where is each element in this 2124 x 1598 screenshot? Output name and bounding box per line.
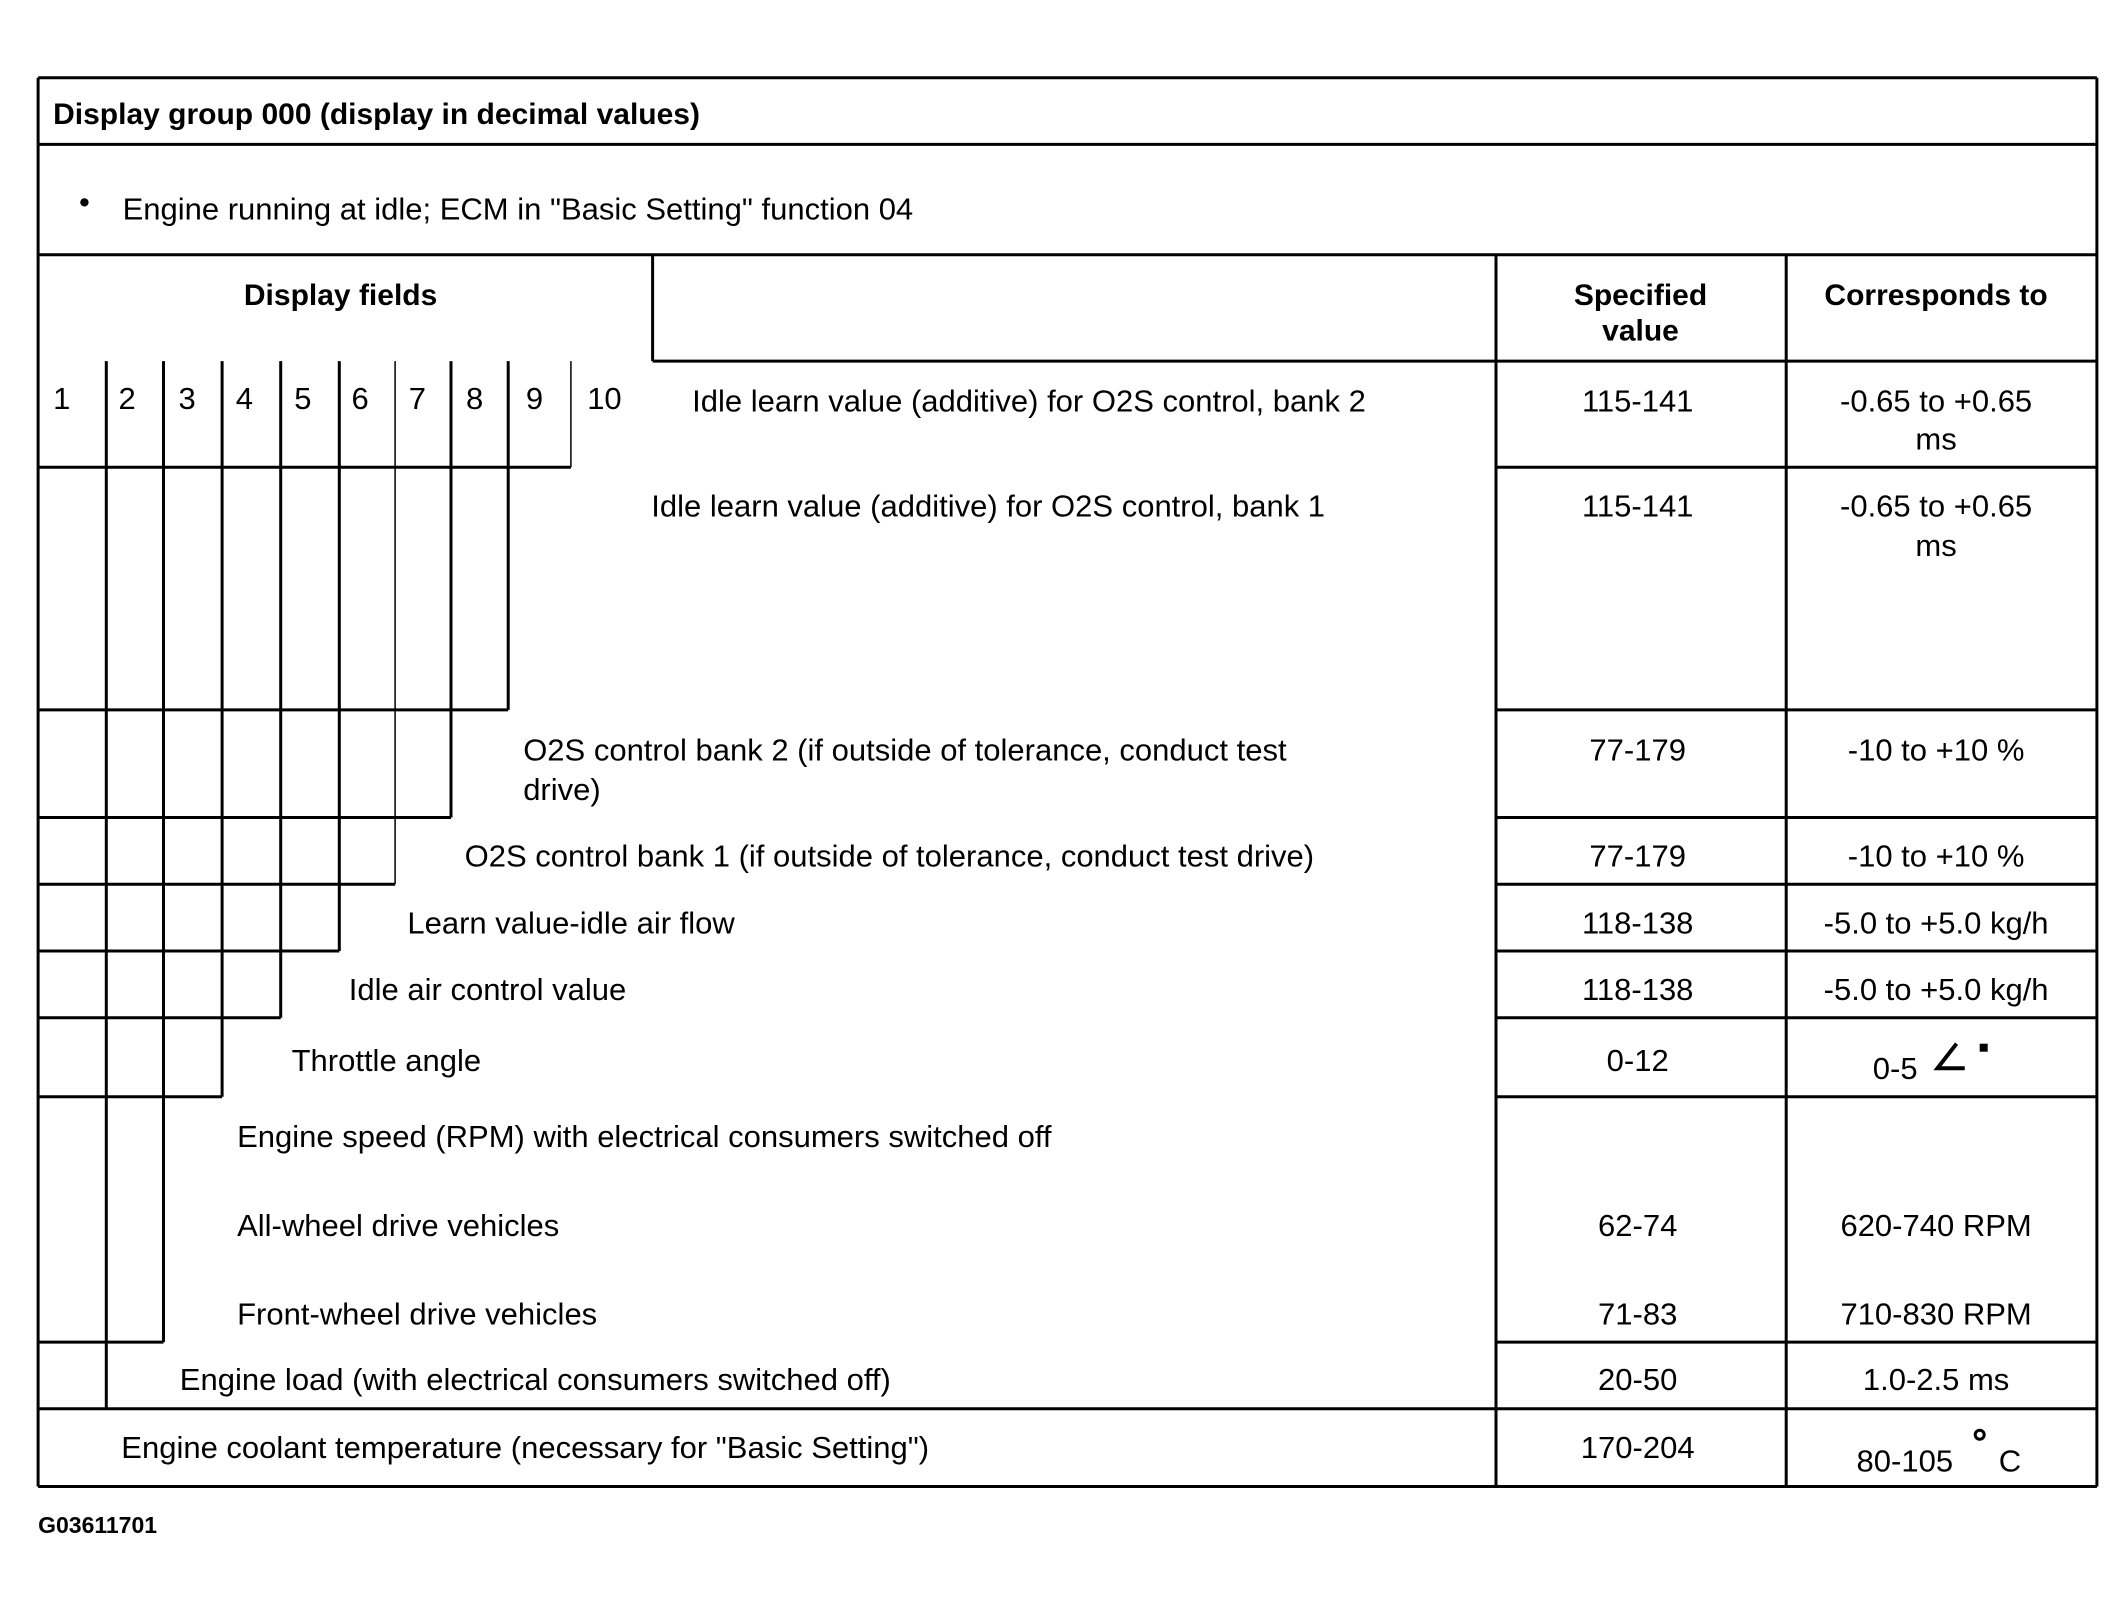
row-description: Engine speed (RPM) with electrical consumers switched off bbox=[237, 1119, 1052, 1155]
row-description: Engine coolant temperature (necessary for "Basic Setting") bbox=[121, 1429, 930, 1465]
angle-degree-icon bbox=[1937, 1044, 1987, 1069]
specified-value: 77-179 bbox=[1589, 838, 1686, 874]
specified-value: 118-138 bbox=[1581, 905, 1694, 941]
corresponds-value: 1.0-2.5 ms bbox=[1862, 1361, 2010, 1397]
specified-value: 118-138 bbox=[1581, 972, 1694, 1008]
corresponds-value: 620-740 RPM bbox=[1840, 1207, 2032, 1243]
specified-value: 170-204 bbox=[1580, 1429, 1695, 1465]
corresponds-value: 0-5 bbox=[1872, 1051, 1918, 1087]
field-number: 8 bbox=[466, 380, 484, 416]
field-number: 3 bbox=[178, 380, 196, 416]
corresponds-header: Corresponds to bbox=[1824, 279, 2048, 313]
row-description: Front-wheel drive vehicles bbox=[237, 1296, 598, 1332]
specified-value: 71-83 bbox=[1598, 1296, 1678, 1332]
field-number: 9 bbox=[525, 380, 544, 416]
condition-text: Engine running at idle; ECM in "Basic Setting" function 04 bbox=[122, 191, 914, 227]
corresponds-value: -5.0 to +5.0 kg/h bbox=[1823, 972, 2049, 1008]
specified-value: 0-12 bbox=[1606, 1042, 1669, 1078]
field-number: 6 bbox=[351, 380, 369, 416]
row-description: drive) bbox=[523, 771, 601, 807]
corresponds-value: -5.0 to +5.0 kg/h bbox=[1823, 905, 2049, 941]
row-description: Idle learn value (additive) for O2S control, bank 1 bbox=[651, 488, 1326, 524]
degree-icon bbox=[1975, 1430, 1984, 1439]
coolant-unit: C bbox=[1998, 1443, 2022, 1479]
specified-value: 77-179 bbox=[1589, 732, 1686, 768]
field-number: 5 bbox=[294, 380, 312, 416]
row-description: Engine load (with electrical consumers switched off) bbox=[179, 1361, 891, 1397]
specified-header: Specified bbox=[1573, 279, 1708, 313]
row-description: Throttle angle bbox=[291, 1042, 482, 1078]
specified-header: value bbox=[1602, 314, 1679, 348]
row-description: O2S control bank 1 (if outside of tolerance, conduct test drive) bbox=[464, 838, 1315, 874]
row-description: Idle air control value bbox=[348, 972, 627, 1008]
field-number: 4 bbox=[235, 380, 253, 416]
specified-value: 62-74 bbox=[1598, 1207, 1678, 1243]
field-number: 1 bbox=[53, 380, 71, 416]
corresponds-value: 80-105 bbox=[1856, 1443, 1954, 1479]
corresponds-value: 710-830 RPM bbox=[1840, 1296, 2032, 1332]
row-description: All-wheel drive vehicles bbox=[237, 1207, 560, 1243]
corresponds-value: -10 to +10 % bbox=[1847, 838, 2025, 874]
specified-value: 115-141 bbox=[1581, 383, 1694, 419]
display-fields-header: Display fields bbox=[243, 279, 438, 313]
row-description: Learn value-idle air flow bbox=[407, 905, 735, 941]
field-number: 10 bbox=[587, 380, 622, 416]
specified-value: 115-141 bbox=[1581, 488, 1694, 524]
row-description: O2S control bank 2 (if outside of tolerance, conduct test bbox=[523, 732, 1287, 768]
field-number: 2 bbox=[118, 380, 136, 416]
corresponds-value: -10 to +10 % bbox=[1847, 732, 2025, 768]
corresponds-value: -0.65 to +0.65 bbox=[1840, 488, 2033, 524]
page-title: Display group 000 (display in decimal values) bbox=[53, 98, 700, 131]
corresponds-value: ms bbox=[1915, 527, 1957, 563]
specified-value: 20-50 bbox=[1598, 1361, 1678, 1397]
corresponds-value: -0.65 to +0.65 bbox=[1840, 383, 2033, 419]
field-number: 7 bbox=[408, 380, 427, 416]
figure-id: G03611701 bbox=[38, 1511, 158, 1538]
row-description: Idle learn value (additive) for O2S control, bank 2 bbox=[692, 383, 1366, 419]
corresponds-value: ms bbox=[1915, 421, 1957, 457]
bullet: • bbox=[79, 184, 90, 220]
